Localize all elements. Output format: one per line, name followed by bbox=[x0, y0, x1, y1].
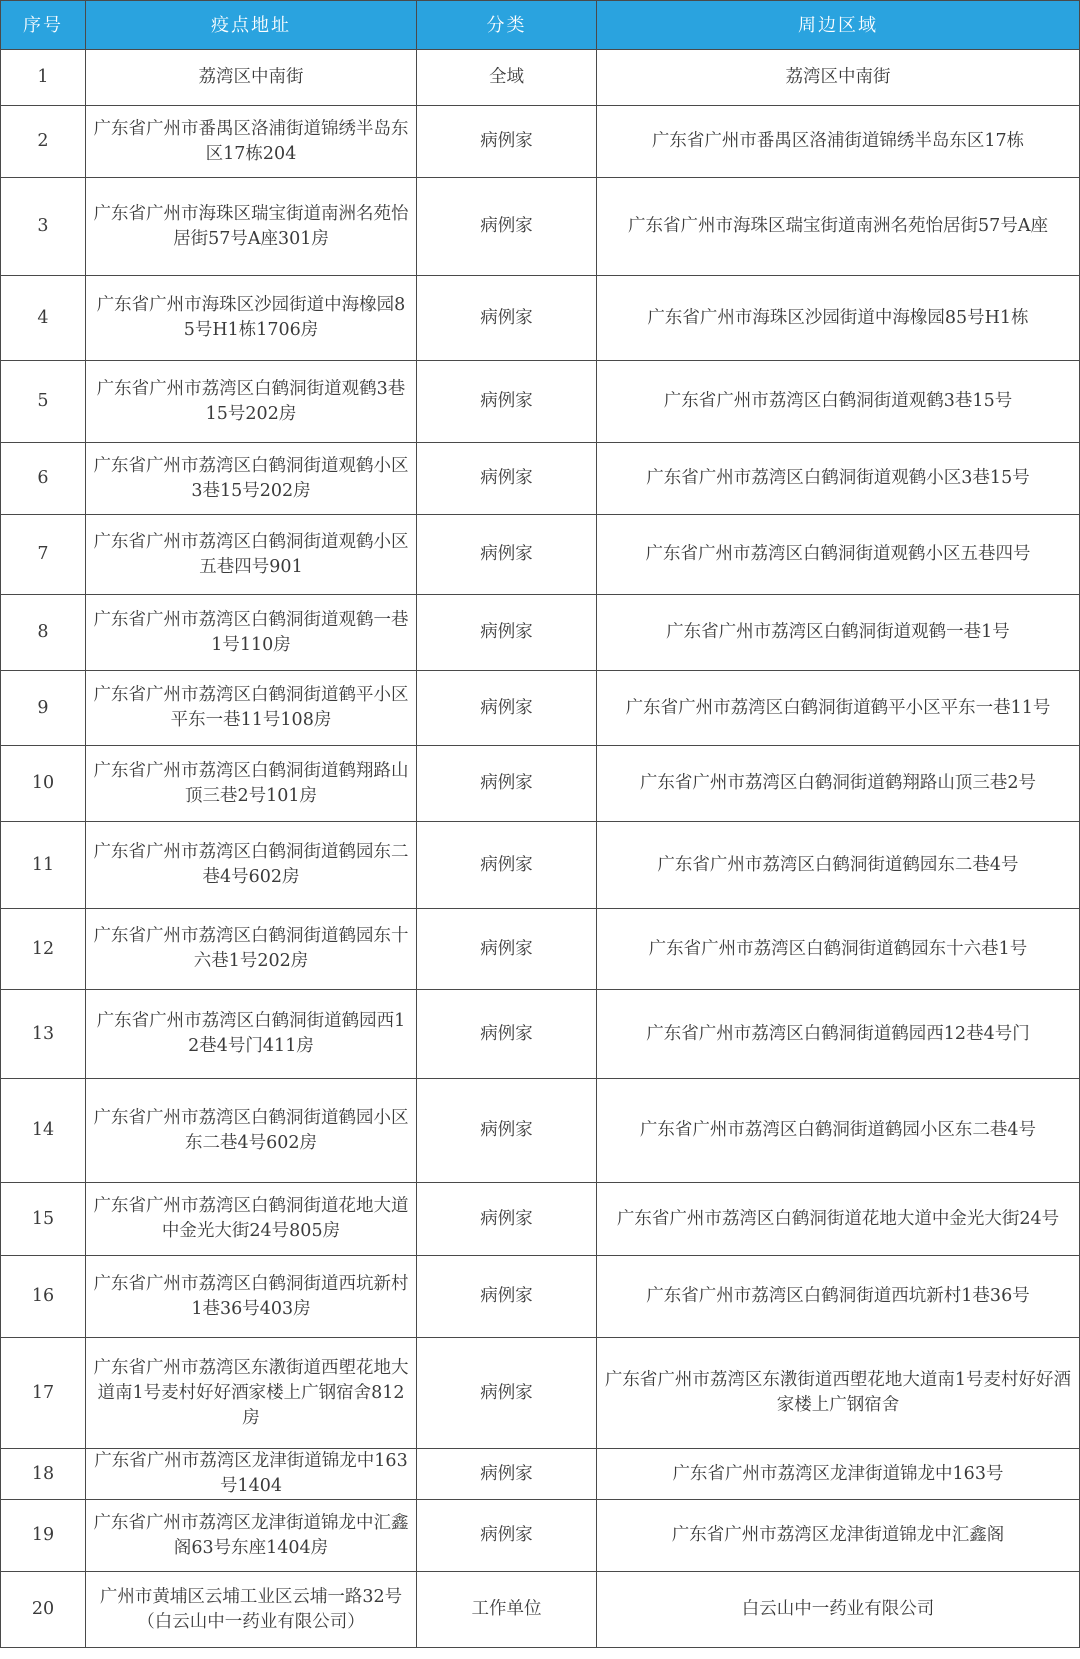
cell-category: 病例家 bbox=[417, 1079, 597, 1183]
table-row bbox=[1, 361, 1080, 443]
cell-category: 病例家 bbox=[417, 746, 597, 822]
cell-no: 2 bbox=[1, 106, 86, 178]
table-row bbox=[1, 1500, 1080, 1572]
cell-no: 10 bbox=[1, 746, 86, 822]
cell-category: 病例家 bbox=[417, 361, 597, 443]
cell-category: 病例家 bbox=[417, 595, 597, 671]
table-row bbox=[1, 1183, 1080, 1256]
cell-address: 广东省广州市荔湾区白鹤洞街道观鹤3巷15号202房 bbox=[86, 361, 417, 443]
cell-address: 广东省广州市荔湾区白鹤洞街道花地大道中金光大街24号805房 bbox=[86, 1183, 417, 1256]
cell-address: 广东省广州市荔湾区白鹤洞街道鹤平小区平东一巷11号108房 bbox=[86, 671, 417, 746]
cell-area: 广东省广州市海珠区沙园街道中海橡园85号H1栋 bbox=[597, 276, 1080, 361]
cell-area: 广东省广州市荔湾区白鹤洞街道观鹤小区五巷四号 bbox=[597, 515, 1080, 595]
cell-no: 8 bbox=[1, 595, 86, 671]
cell-area: 广东省广州市荔湾区白鹤洞街道鹤园小区东二巷4号 bbox=[597, 1079, 1080, 1183]
cell-no: 18 bbox=[1, 1449, 86, 1500]
cell-no: 17 bbox=[1, 1338, 86, 1449]
cell-category: 病例家 bbox=[417, 909, 597, 990]
cell-no: 19 bbox=[1, 1500, 86, 1572]
cell-address: 广东省广州市番禺区洛浦街道锦绣半岛东区17栋204 bbox=[86, 106, 417, 178]
cell-no: 14 bbox=[1, 1079, 86, 1183]
cell-no: 13 bbox=[1, 990, 86, 1079]
cell-address: 广东省广州市荔湾区白鹤洞街道鹤翔路山顶三巷2号101房 bbox=[86, 746, 417, 822]
table-row bbox=[1, 515, 1080, 595]
cell-category: 病例家 bbox=[417, 822, 597, 909]
table-row bbox=[1, 822, 1080, 909]
cell-area: 广东省广州市海珠区瑞宝街道南洲名苑怡居街57号A座 bbox=[597, 178, 1080, 276]
cell-category: 病例家 bbox=[417, 276, 597, 361]
cell-address: 广东省广州市荔湾区龙津街道锦龙中汇鑫阁63号东座1404房 bbox=[86, 1500, 417, 1572]
cell-no: 16 bbox=[1, 1256, 86, 1338]
cell-category: 病例家 bbox=[417, 1183, 597, 1256]
table-row bbox=[1, 1338, 1080, 1449]
cell-address: 广东省广州市荔湾区白鹤洞街道西坑新村1巷36号403房 bbox=[86, 1256, 417, 1338]
header-area: 周边区域 bbox=[597, 1, 1080, 50]
cell-area: 广东省广州市荔湾区白鹤洞街道西坑新村1巷36号 bbox=[597, 1256, 1080, 1338]
cell-no: 9 bbox=[1, 671, 86, 746]
cell-area: 广东省广州市荔湾区白鹤洞街道观鹤一巷1号 bbox=[597, 595, 1080, 671]
cell-category: 病例家 bbox=[417, 990, 597, 1079]
cell-category: 工作单位 bbox=[417, 1572, 597, 1648]
cell-area: 广东省广州市荔湾区白鹤洞街道观鹤小区3巷15号 bbox=[597, 443, 1080, 515]
cell-address: 广东省广州市荔湾区白鹤洞街道鹤园小区东二巷4号602房 bbox=[86, 1079, 417, 1183]
cell-no: 4 bbox=[1, 276, 86, 361]
cell-no: 1 bbox=[1, 50, 86, 106]
cell-area: 广东省广州市荔湾区白鹤洞街道花地大道中金光大街24号 bbox=[597, 1183, 1080, 1256]
cell-address: 广东省广州市荔湾区白鹤洞街道观鹤一巷1号110房 bbox=[86, 595, 417, 671]
cell-no: 11 bbox=[1, 822, 86, 909]
cell-no: 7 bbox=[1, 515, 86, 595]
cell-category: 病例家 bbox=[417, 1449, 597, 1500]
table-row bbox=[1, 671, 1080, 746]
cell-category: 病例家 bbox=[417, 106, 597, 178]
cell-area: 荔湾区中南街 bbox=[597, 50, 1080, 106]
cell-address: 广东省广州市荔湾区龙津街道锦龙中163号1404 bbox=[86, 1449, 417, 1500]
cell-area: 广东省广州市荔湾区白鹤洞街道鹤园西12巷4号门 bbox=[597, 990, 1080, 1079]
cell-address: 广东省广州市海珠区沙园街道中海橡园85号H1栋1706房 bbox=[86, 276, 417, 361]
cell-category: 病例家 bbox=[417, 178, 597, 276]
cell-address: 广东省广州市荔湾区白鹤洞街道观鹤小区五巷四号901 bbox=[86, 515, 417, 595]
cell-area: 白云山中一药业有限公司 bbox=[597, 1572, 1080, 1648]
table-row bbox=[1, 990, 1080, 1079]
cell-no: 12 bbox=[1, 909, 86, 990]
cell-category: 病例家 bbox=[417, 671, 597, 746]
cell-address: 广东省广州市荔湾区东漖街道西塱花地大道南1号麦村好好酒家楼上广钢宿舍812房 bbox=[86, 1338, 417, 1449]
table-row bbox=[1, 1449, 1080, 1500]
cell-address: 荔湾区中南街 bbox=[86, 50, 417, 106]
table-row bbox=[1, 50, 1080, 106]
cell-address: 广东省广州市荔湾区白鹤洞街道鹤园东十六巷1号202房 bbox=[86, 909, 417, 990]
cell-no: 5 bbox=[1, 361, 86, 443]
table-row bbox=[1, 106, 1080, 178]
table-row bbox=[1, 276, 1080, 361]
cell-category: 病例家 bbox=[417, 1500, 597, 1572]
cell-category: 病例家 bbox=[417, 1338, 597, 1449]
cell-address: 广东省广州市海珠区瑞宝街道南洲名苑怡居街57号A座301房 bbox=[86, 178, 417, 276]
cell-category: 病例家 bbox=[417, 443, 597, 515]
cell-category: 病例家 bbox=[417, 515, 597, 595]
cell-area: 广东省广州市荔湾区白鹤洞街道鹤园东十六巷1号 bbox=[597, 909, 1080, 990]
header-row bbox=[1, 1, 1080, 50]
header-no: 序号 bbox=[1, 1, 86, 50]
table-row bbox=[1, 595, 1080, 671]
cell-address: 广东省广州市荔湾区白鹤洞街道鹤园东二巷4号602房 bbox=[86, 822, 417, 909]
table-row bbox=[1, 178, 1080, 276]
header-category: 分类 bbox=[417, 1, 597, 50]
table-row bbox=[1, 746, 1080, 822]
table-row bbox=[1, 443, 1080, 515]
table-row bbox=[1, 1079, 1080, 1183]
table-row bbox=[1, 1572, 1080, 1648]
cell-address: 广东省广州市荔湾区白鹤洞街道鹤园西12巷4号门411房 bbox=[86, 990, 417, 1079]
table-row bbox=[1, 909, 1080, 990]
cell-address: 广东省广州市荔湾区白鹤洞街道观鹤小区3巷15号202房 bbox=[86, 443, 417, 515]
cell-area: 广东省广州市荔湾区龙津街道锦龙中163号 bbox=[597, 1449, 1080, 1500]
cell-area: 广东省广州市荔湾区白鹤洞街道观鹤3巷15号 bbox=[597, 361, 1080, 443]
cell-area: 广东省广州市荔湾区白鹤洞街道鹤园东二巷4号 bbox=[597, 822, 1080, 909]
cell-area: 广东省广州市荔湾区东漖街道西塱花地大道南1号麦村好好酒家楼上广钢宿舍 bbox=[597, 1338, 1080, 1449]
cell-category: 病例家 bbox=[417, 1256, 597, 1338]
header-address: 疫点地址 bbox=[86, 1, 417, 50]
cell-no: 6 bbox=[1, 443, 86, 515]
cell-area: 广东省广州市荔湾区白鹤洞街道鹤平小区平东一巷11号 bbox=[597, 671, 1080, 746]
cell-area: 广东省广州市荔湾区龙津街道锦龙中汇鑫阁 bbox=[597, 1500, 1080, 1572]
cell-area: 广东省广州市荔湾区白鹤洞街道鹤翔路山顶三巷2号 bbox=[597, 746, 1080, 822]
cell-category: 全域 bbox=[417, 50, 597, 106]
cell-no: 3 bbox=[1, 178, 86, 276]
table-row bbox=[1, 1256, 1080, 1338]
cell-address: 广州市黄埔区云埔工业区云埔一路32号（白云山中一药业有限公司） bbox=[86, 1572, 417, 1648]
cell-area: 广东省广州市番禺区洛浦街道锦绣半岛东区17栋 bbox=[597, 106, 1080, 178]
cell-no: 20 bbox=[1, 1572, 86, 1648]
cell-no: 15 bbox=[1, 1183, 86, 1256]
